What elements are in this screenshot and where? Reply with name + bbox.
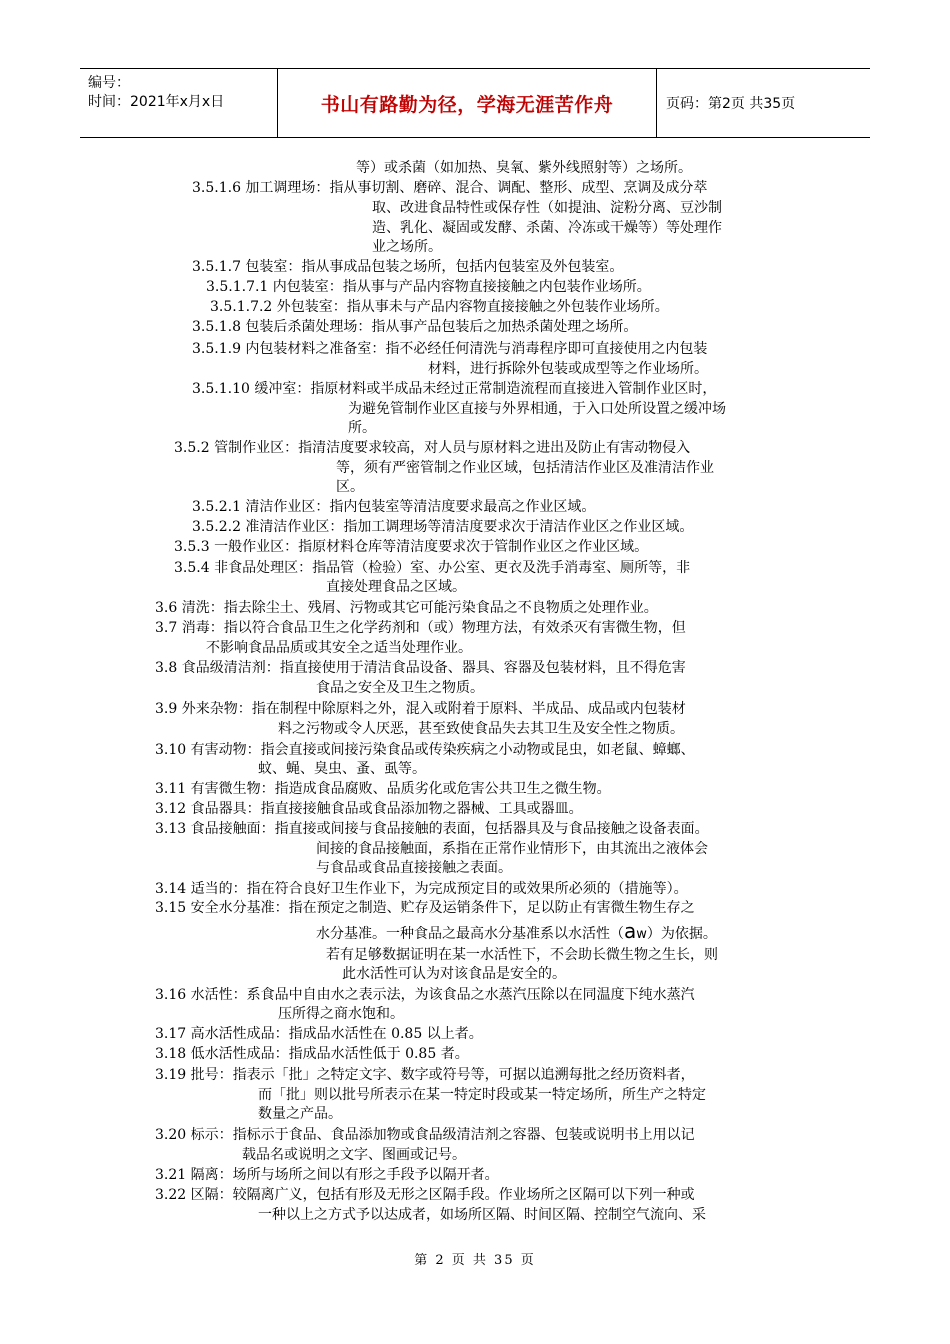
text-line: 3.5.2.2 准清洁作业区：指加工调理场等清洁度要求次于清洁作业区之作业区域。	[192, 519, 694, 535]
text-line: 3.5.1.8 包装后杀菌处理场：指从事产品包装后之加热杀菌处理之场所。	[192, 319, 638, 335]
text-line: 3.13 食品接触面：指直接或间接与食品接触的表面，包括器具及与食品接触之设备表面。	[155, 821, 709, 837]
text-line: 所。	[348, 420, 376, 436]
text-line: 蚊、蝇、臭虫、蚤、虱等。	[258, 761, 426, 777]
text-line: 3.5.3 一般作业区：指原材料仓库等清洁度要求次于管制作业区之作业区域。	[174, 539, 649, 555]
text-line: 等）或杀菌（如加热、臭氧、紫外线照射等）之场所。	[356, 160, 692, 176]
text-line: 取、改进食品特性或保存性（如提油、淀粉分离、豆沙制	[372, 200, 722, 216]
text-line: 3.5.1.7.1 内包装室：指从事与产品内容物直接接触之内包装作业场所。	[206, 279, 651, 295]
text-line: 3.5.1.10 缓冲室：指原材料或半成品未经过正常制造流程而直接进入管制作业区时，	[192, 381, 717, 397]
text-line: 造、乳化、凝固或发酵、杀菌、冷冻或干燥等）等处理作	[372, 220, 722, 236]
text-line-with-aw	[316, 919, 717, 944]
text-line: 3.9 外来杂物：指在制程中除原料之外，混入或附着于原料、半成品、成品或内包装材	[155, 701, 686, 717]
text-segment: ）为依据。	[646, 926, 717, 942]
text-line: 3.8 食品级清洁剂：指直接使用于清洁食品设备、器具、容器及包装材料，且不得危害	[155, 660, 686, 676]
text-line: 材料，进行拆除外包装或成型等之作业场所。	[428, 361, 708, 377]
text-line: 3.15 安全水分基准：指在预定之制造、贮存及运销条件下，足以防止有害微生物生存之	[155, 900, 695, 916]
page-info: 页码：第2页 共35页	[666, 96, 796, 112]
page-header	[80, 68, 870, 138]
text-line: 3.5.4 非食品处理区：指品管（检验）室、办公室、更衣及洗手消毒室、厕所等，非	[174, 560, 691, 576]
text-line: 区。	[336, 479, 364, 495]
text-line: 3.5.1.6 加工调理场：指从事切割、磨碎、混合、调配、整形、成型、烹调及成分萃	[192, 180, 708, 196]
text-line: 3.20 标示：指标示于食品、食品添加物或食品级清洁剂之容器、包装或说明书上用以记	[155, 1127, 695, 1143]
text-line: 业之场所。	[372, 239, 442, 255]
text-line: 3.5.1.7.2 外包装室：指从事未与产品内容物直接接触之外包装作业场所。	[210, 299, 669, 315]
text-line: 3.22 区隔：较隔离广义，包括有形及无形之区隔手段。作业场所之区隔可以下列一种或	[155, 1187, 695, 1203]
text-line: 3.14 适当的：指在符合良好卫生作业下，为完成预定目的或效果所必须的（措施等）。	[155, 881, 688, 897]
date-label: 时间：2021年x月x日	[88, 94, 225, 110]
text-line: 3.18 低水活性成品：指成品水活性低于 0.85 者。	[155, 1046, 469, 1062]
text-line: 与食品或食品直接接触之表面。	[316, 860, 512, 876]
water-activity-symbol: aw	[624, 919, 647, 943]
text-line: 不影响食品品质或其安全之适当处理作业。	[206, 640, 472, 656]
text-line: 若有足够数据证明在某一水活性下，不会助长微生物之生长，则	[326, 947, 718, 963]
text-line: 3.19 批号：指表示「批」之特定文字、数字或符号等，可据以追溯每批之经历资料者，	[155, 1067, 695, 1083]
header-meta-cell	[80, 69, 278, 137]
text-line: 间接的食品接触面，系指在正常作业情形下，由其流出之液体会	[316, 841, 708, 857]
text-line: 载品名或说明之文字、图画或记号。	[242, 1147, 466, 1163]
text-segment: 水分基准。一种食品之最高水分基准系以水活性（	[316, 926, 624, 942]
text-line: 数量之产品。	[258, 1106, 342, 1122]
text-line: 3.11 有害微生物：指造成食品腐败、品质劣化或危害公共卫生之微生物。	[155, 781, 611, 797]
text-line: 此水活性可认为对该食品是安全的。	[342, 966, 566, 982]
number-label: 编号：	[88, 75, 130, 91]
text-line: 3.16 水活性：系食品中自由水之表示法，为该食品之水蒸汽压除以在同温度下纯水蒸汽	[155, 987, 695, 1003]
text-line: 为避免管制作业区直接与外界相通，于入口处所设置之缓冲场	[348, 401, 726, 417]
text-line: 3.17 高水活性成品：指成品水活性在 0.85 以上者。	[155, 1026, 483, 1042]
text-line: 3.6 清洗：指去除尘土、残屑、污物或其它可能污染食品之不良物质之处理作业。	[155, 600, 658, 616]
header-motto-cell	[278, 69, 657, 137]
motto-text: 书山有路勤为径，学海无涯苦作舟	[320, 93, 614, 116]
text-line: 3.5.2.1 清洁作业区：指内包装室等清洁度要求最高之作业区域。	[192, 499, 596, 515]
text-line: 料之污物或令人厌恶，甚至致使食品失去其卫生及安全性之物质。	[278, 721, 684, 737]
page-footer: 第 2 页 共 35 页	[414, 1253, 536, 1268]
text-line: 食品之安全及卫生之物质。	[316, 680, 484, 696]
text-line: 3.12 食品器具：指直接接触食品或食品添加物之器械、工具或器皿。	[155, 801, 583, 817]
text-line: 3.5.1.9 内包装材料之准备室：指不必经任何清洗与消毒程序即可直接使用之内包装	[192, 341, 708, 357]
text-line: 3.21 隔离：场所与场所之间以有形之手段予以隔开者。	[155, 1167, 499, 1183]
text-line: 直接处理食品之区域。	[326, 579, 466, 595]
text-line: 3.10 有害动物：指会直接或间接污染食品或传染疾病之小动物或昆虫，如老鼠、蟑螂、	[155, 742, 695, 758]
text-line: 一种以上之方式予以达成者，如场所区隔、时间区隔、控制空气流向、采	[258, 1207, 706, 1223]
text-line: 等，须有严密管制之作业区域，包括清洁作业区及准清洁作业	[336, 460, 714, 476]
text-line: 而「批」则以批号所表示在某一特定时段或某一特定场所，所生产之特定	[258, 1087, 706, 1103]
text-line: 压所得之商水饱和。	[278, 1006, 404, 1022]
text-line: 3.5.2 管制作业区：指清洁度要求较高，对人员与原材料之进出及防止有害动物侵入	[174, 440, 691, 456]
text-line: 3.7 消毒：指以符合食品卫生之化学药剂和（或）物理方法，有效杀灭有害微生物，但	[155, 620, 686, 636]
text-line: 3.5.1.7 包装室：指从事成品包装之场所，包括内包装室及外包装室。	[192, 259, 624, 275]
